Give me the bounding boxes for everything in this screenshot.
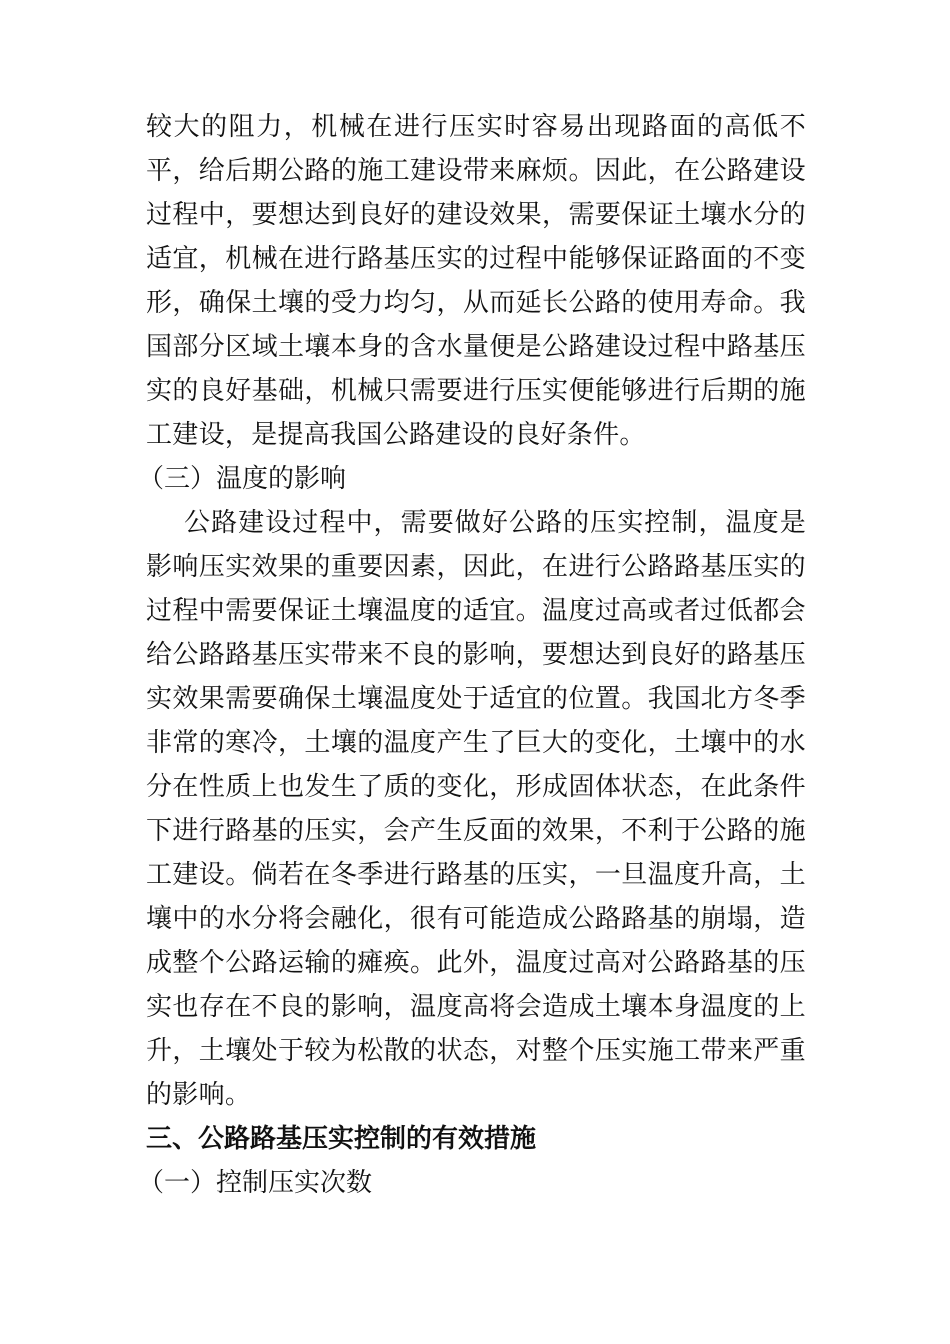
page-content <box>138 105 806 1205</box>
subheading-compaction-count: （一）控制压实次数 <box>138 1168 373 1198</box>
subheading-temperature: （三）温度的影响 <box>138 464 347 494</box>
body-paragraph-soil-moisture: 较大的阻力，机械在进行压实时容易出现路面的高低不平，给后期公路的施工建设带来麻烦。因此，在公路建设过程中，要想达到良好的建设效果，需要保证土壤水分的适宜，机械在进行路基压实的过程中能够保证路面的不变形，确保土壤的受力均匀，从而延长公路的使用寿命。我国部分区域土壤本身的含水量便是公路建设过程中路基压实的良好基础，机械只需要进行压实便能够进行后期的施工建设，是提高我国公路建设的良好条件。 <box>146 112 806 450</box>
body-paragraph-temperature: 公路建设过程中，需要做好公路的压实控制，温度是影响压实效果的重要因素，因此，在进行公路路基压实的过程中需要保证土壤温度的适宜。温度过高或者过低都会给公路路基压实带来不良的影响，要想达到良好的路基压实效果需要确保土壤温度处于适宜的位置。我国北方冬季非常的寒冷，土壤的温度产生了巨大的变化，土壤中的水分在性质上也发生了质的变化，形成固体状态，在此条件下进行路基的压实，会产生反面的效果，不利于公路的施工建设。倘若在冬季进行路基的压实，一旦温度升高，土壤中的水分将会融化，很有可能造成公路路基的崩塌，造成整个公路运输的瘫痪。此外，温度过高对公路路基的压实也存在不良的影响，温度高将会造成土壤本身温度的上升，土壤处于较为松散的状态，对整个压实施工带来严重的影响。 <box>146 508 806 1110</box>
section-heading-measures: 三、公路路基压实控制的有效措施 <box>146 1124 537 1154</box>
